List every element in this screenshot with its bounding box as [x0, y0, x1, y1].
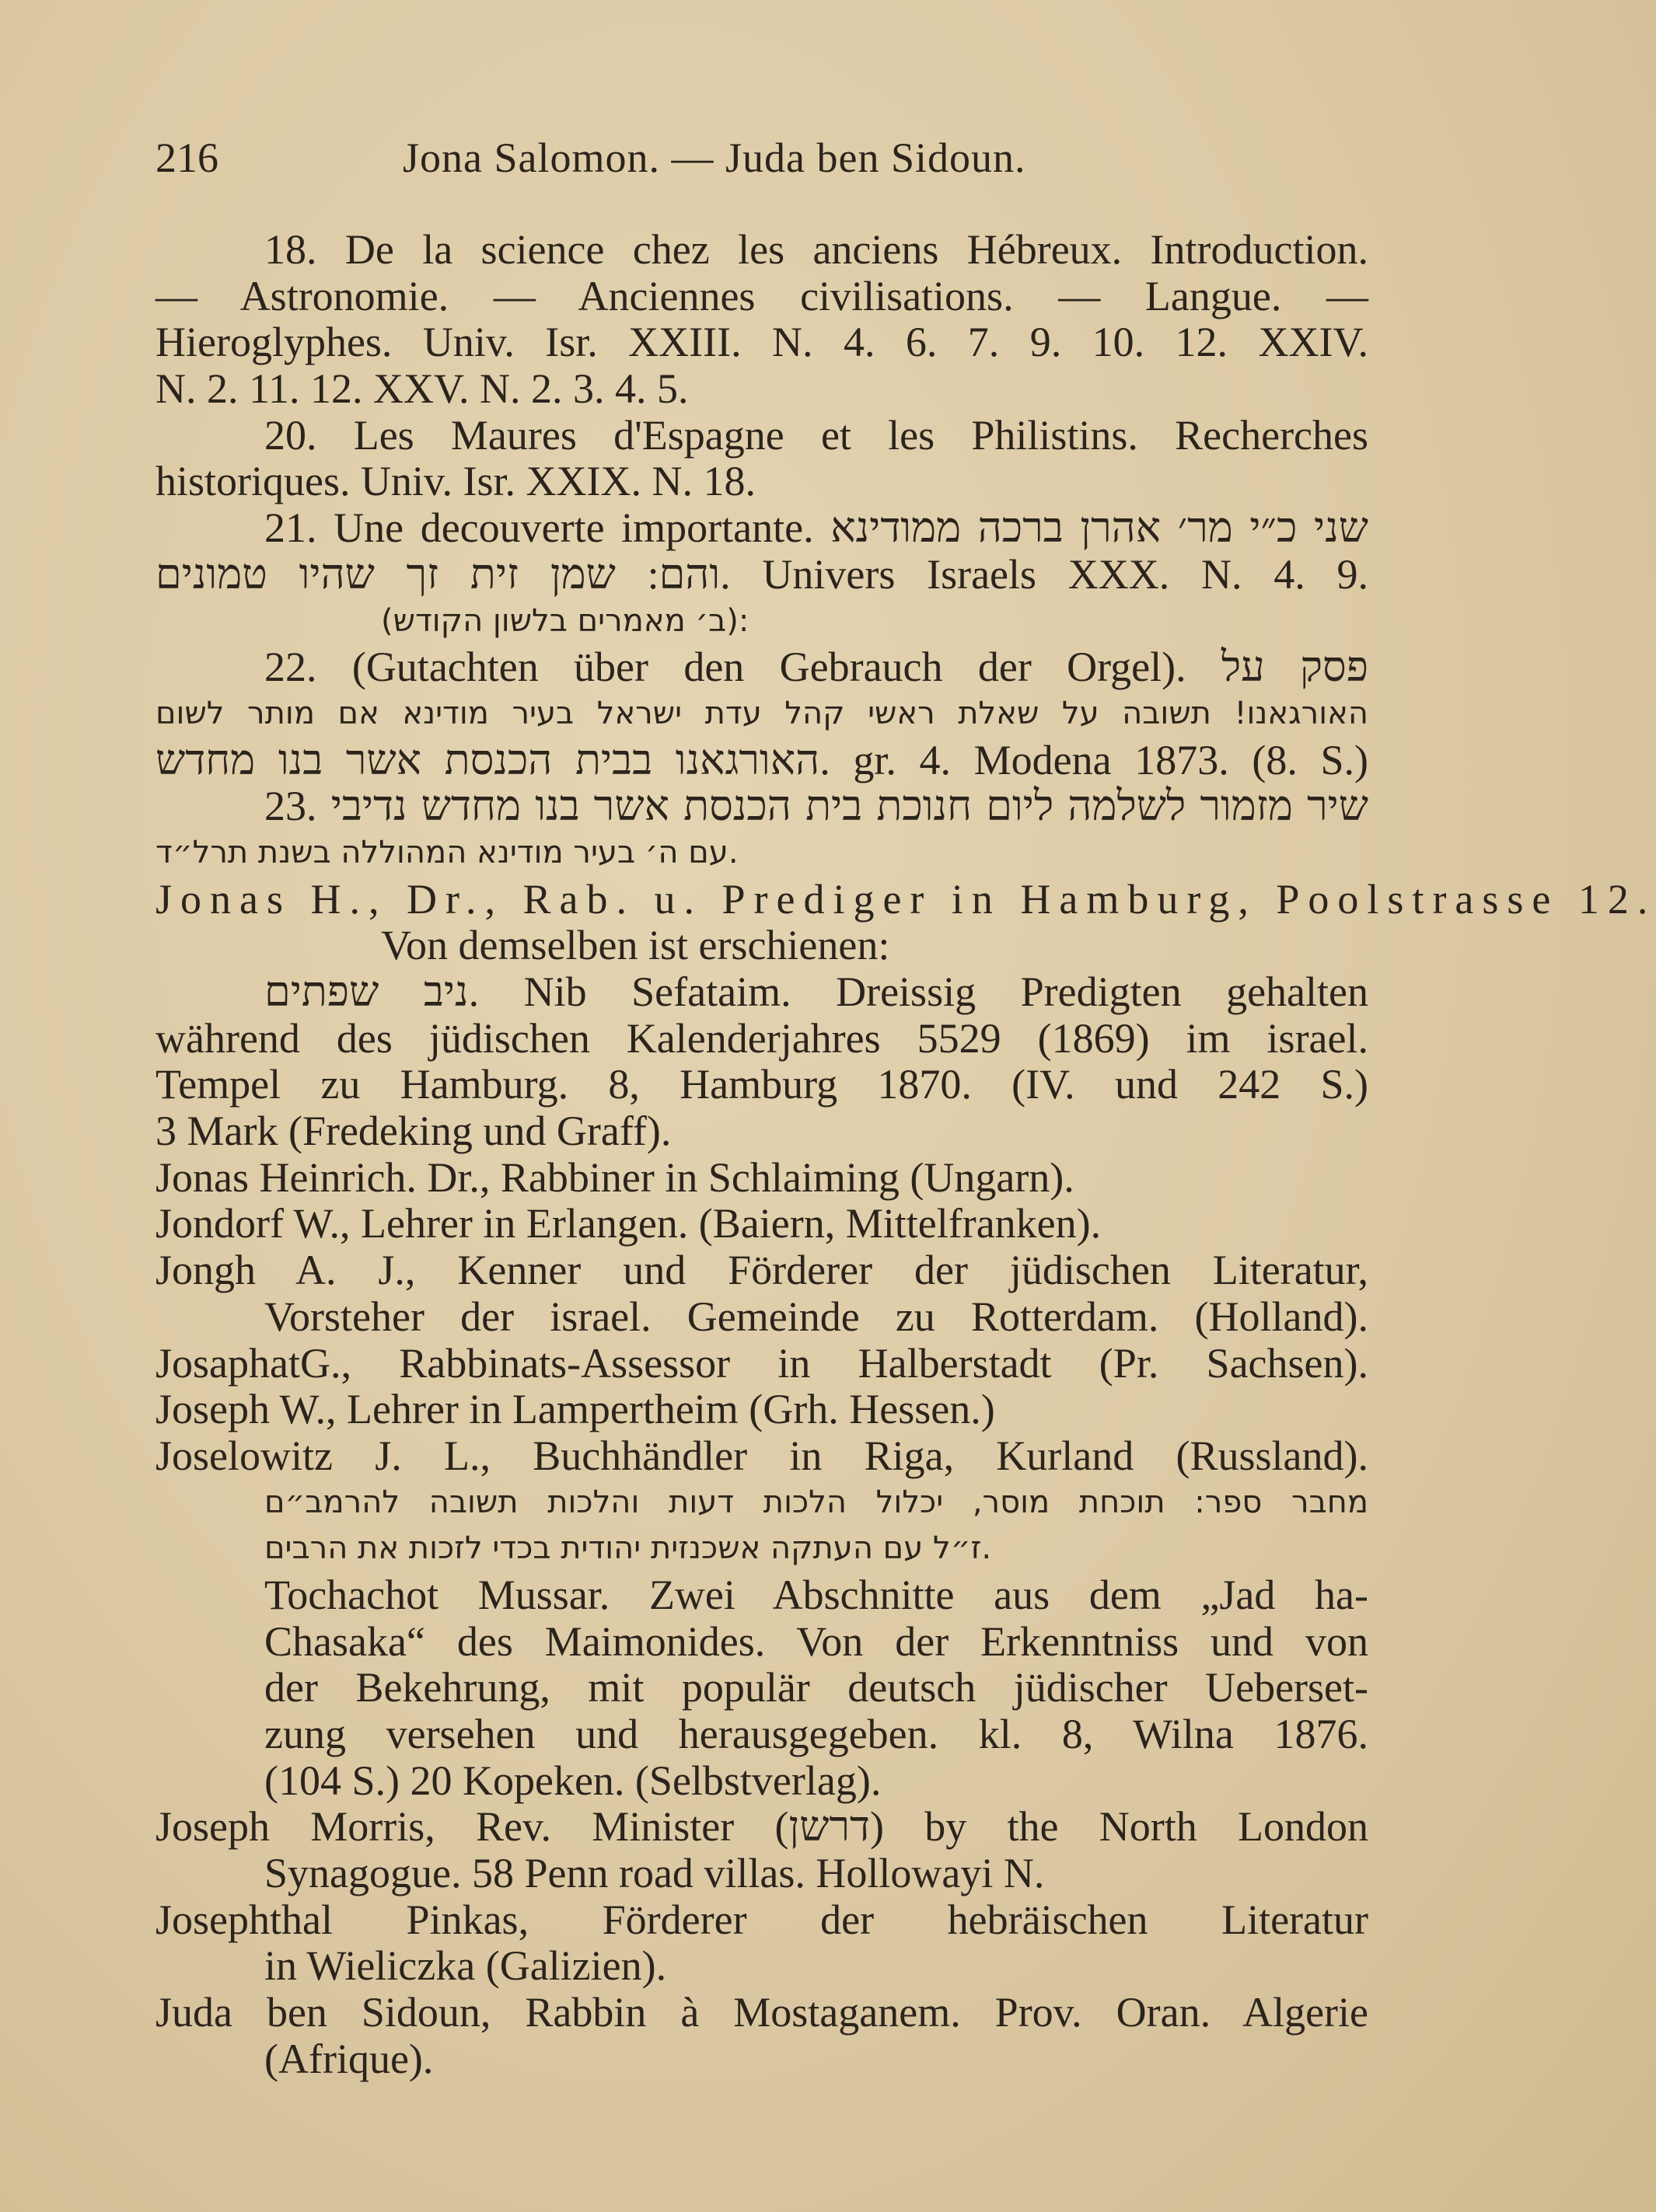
entry-line: Josephthal Pinkas, Förderer der hebräischen Literatur — [155, 1896, 1368, 1943]
text-line: ניב שפתים. Nib Sefataim. Dreissig Predigten gehalten — [264, 968, 1368, 1015]
entry-line: Jonas H., Dr., Rab. u. Prediger in Hamburg, Poolstrasse 12. — [155, 875, 1656, 923]
text-line: 23. שיר מזמור לשלמה ליום חנוכת בית הכנסת אשר בנו מחדש נדיבי — [264, 783, 1369, 830]
hebrew-line: מחבר ספר: תוכחת מוסר, יכלול הלכות דעות והלכות תשובה להרמב״ם — [264, 1484, 1368, 1520]
text-line: 3 Mark (Fredeking und Graff). — [155, 1108, 672, 1155]
text-line: Chasaka“ des Maimonides. Von der Erkenntniss und von — [264, 1617, 1368, 1665]
text-line: 22. (Gutachten über den Gebrauch der Orgel). פסק על — [264, 644, 1368, 691]
entry-line: Jondorf W., Lehrer in Erlangen. (Baiern, Mittelfranken). — [155, 1200, 1102, 1247]
text-line: 21. Une decouverte importante. שני כ״י מר׳ אהרן ברכה ממודינא — [264, 504, 1368, 552]
hebrew-line: (ב׳ מאמרים בלשון הקודש): — [381, 602, 749, 639]
entry-line: JosaphatG., Rabbinats-Assessor in Halberstadt (Pr. Sachsen). — [155, 1339, 1368, 1387]
text-line: zung versehen und herausgegeben. kl. 8, Wilna 1876. — [264, 1711, 1368, 1757]
page-number: 216 — [155, 134, 218, 181]
text-line: in Wieliczka (Galizien). — [264, 1942, 667, 1990]
text-line: während des jüdischen Kalenderjahres 5529 (1869) im israel. — [155, 1014, 1368, 1062]
entry-line: Juda ben Sidoun, Rabbin à Mostaganem. Prov. Oran. Algerie — [155, 1989, 1368, 2036]
entry-line: Joseph Morris, Rev. Minister (דרשן) by the North London — [155, 1803, 1368, 1851]
hebrew-line: ז״ל עם העתקה אשכנזית יהודית בכדי לזכות את הרבים. — [264, 1530, 992, 1567]
page-body — [155, 226, 1656, 2083]
text-line: 20. Les Maures d'Espagne et les Philistins. Recherches — [264, 411, 1368, 459]
text-line: Hieroglyphes. Univ. Isr. XXIII. N. 4. 6. 7. 9. 10. 12. XXIV. — [155, 319, 1368, 366]
text-line: Tochachot Mussar. Zwei Abschnitte aus dem „Jad ha- — [264, 1571, 1368, 1618]
text-line: האורגאנו בבית הכנסת אשר בנו מחדש. gr. 4. Modena 1873. (8. S.) — [155, 736, 1368, 783]
text-line: Tempel zu Hamburg. 8, Hamburg 1870. (IV. und 242 S.) — [155, 1061, 1368, 1108]
text-line: Synagogue. 58 Penn road villas. Hollowayi N. — [264, 1850, 1045, 1897]
text-line: Von demselben ist erschienen: — [381, 922, 890, 969]
hebrew-line: האורגאנו! תשובה על שאלת ראשי קהל עדת ישראל בעיר מודינא אם מותר לשום — [155, 695, 1368, 731]
text-line: והם: שמן זית זך שהיו טמונים. Univers Israels XXX. N. 4. 9. — [155, 550, 1368, 598]
hebrew-line: עם ה׳ בעיר מודינא המהוללה בשנת תרל״ד. — [155, 834, 739, 870]
text-line: N. 2. 11. 12. XXV. N. 2. 3. 4. 5. — [155, 365, 689, 413]
entry-line: Joselowitz J. L., Buchhändler in Riga, Kurland (Russland). — [155, 1432, 1368, 1479]
text-line: (104 S.) 20 Kopeken. (Selbstverlag). — [264, 1757, 882, 1804]
text-line: — Astronomie. — Anciennes civilisations. — Langue. — — [155, 272, 1368, 319]
text-line: 18. De la science chez les anciens Hébreux. Introduction. — [264, 226, 1368, 273]
entry-line: Joseph W., Lehrer in Lampertheim (Grh. Hessen.) — [155, 1386, 995, 1433]
text-line: historiques. Univ. Isr. XXIX. N. 18. — [155, 458, 756, 505]
text-line: (Afrique). — [264, 2035, 434, 2082]
entry-line: Jongh A. J., Kenner und Förderer der jüdischen Literatur, — [155, 1247, 1368, 1294]
running-title: Jona Salomon. — Juda ben Sidoun. — [403, 134, 1026, 181]
text-line: der Bekehrung, mit populär deutsch jüdischer Ueberset- — [264, 1664, 1368, 1711]
text-line: Vorsteher der israel. Gemeinde zu Rotterdam. (Holland). — [264, 1293, 1368, 1340]
entry-line: Jonas Heinrich. Dr., Rabbiner in Schlaiming (Ungarn). — [155, 1153, 1074, 1201]
running-header — [155, 134, 1368, 188]
